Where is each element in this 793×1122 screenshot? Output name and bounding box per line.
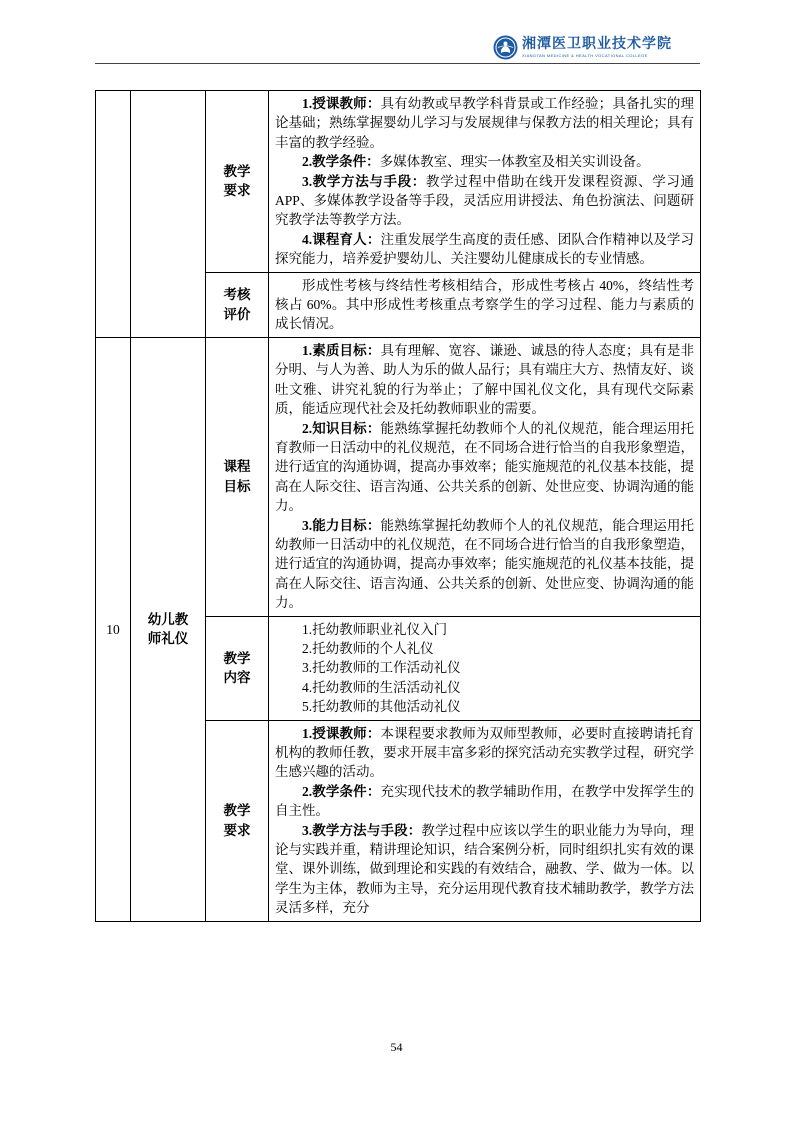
paragraph: 1.素质目标：具有理解、宽容、谦逊、诚恳的待人态度；具有是非分明、与人为善、助人为乐的做人品行；具有端庄大方、热情友好、谈吐文雅、讲究礼貌的行为举止；了解中国礼仪文化，具有现代交际素质，能适应现代社会及托幼教师职业的需要。: [275, 342, 695, 417]
course-name-cell-empty: [131, 91, 206, 338]
row-label-course-objectives: [206, 337, 269, 616]
row-label-text: 教学要求: [223, 163, 251, 199]
content-item: 1.托幼教师职业礼仪入门: [302, 621, 448, 637]
content-item: 5.托幼教师的其他活动礼仪: [302, 699, 461, 715]
row-label-teaching-content: [206, 616, 269, 720]
row-label-teaching-requirements-2: [206, 720, 269, 921]
paragraph: 1.授课教师：本课程要求教师为双师型教师，必要时直接聘请托育机构的教师任教，要求开展丰富多彩的探究活动充实教学过程，研究学生感兴趣的活动。: [275, 725, 695, 780]
paragraph: 3.教学方法与手段：教学过程中借助在线开发课程资源、学习通APP、多媒体教学设备等手段，灵活应用讲授法、角色扮演法、问题研究教学法等教学方法。: [275, 173, 695, 228]
teaching-content-list: [269, 616, 701, 720]
assessment-evaluation-content: [269, 272, 701, 337]
paragraph: 2.教学条件：多媒体教室、理实一体教室及相关实训设备。: [302, 154, 650, 170]
row-label-text: 教学内容: [223, 650, 251, 686]
teaching-requirements-content-2: [269, 720, 701, 921]
content-item: 4.托幼教师的生活活动礼仪: [302, 679, 461, 695]
paragraph: 2.知识目标：能熟练掌握托幼教师个人的礼仪规范，能合理运用托育教师一日活动中的礼仪规范，在不同场合进行恰当的自我形象塑造，进行适宜的沟通协调，提高办事效率；能实施规范的礼仪基本技能，提高在人际交往、语言沟通、公共关系的创新、处世应变、协调沟通的能力。: [275, 420, 695, 514]
college-name-cn: 湘潭医卫职业技术学院: [522, 36, 672, 52]
course-number-cell-empty: [96, 91, 131, 338]
paragraph: 1.授课教师：具有幼教或早教学科背景或工作经验；具备扎实的理论基础；熟练掌握婴幼儿学习与发展规律与保教方法的相关理论；具有丰富的教学经验。: [275, 96, 695, 150]
college-logo-text: [522, 38, 672, 58]
college-emblem-icon: [493, 35, 518, 60]
paragraph: 2.教学条件：充实现代技术的教学辅助作用，在教学中发挥学生的自主性。: [275, 783, 695, 819]
table-row: [96, 337, 701, 616]
row-label-assessment-evaluation: [206, 272, 269, 337]
teaching-requirements-content: [269, 91, 701, 273]
content-item: 3.托幼教师的工作活动礼仪: [302, 660, 461, 676]
row-label-text: 考核评价: [223, 287, 251, 322]
college-logo: [493, 35, 672, 60]
course-name-text: 幼儿教师礼仪: [147, 611, 189, 647]
paragraph: 形成性考核与终结性考核相结合，形成性考核占 40%，终结性考核占 60%。其中形成性考核重点考察学生的学习过程、能力与素质的成长情况。: [275, 277, 694, 332]
syllabus-table: [95, 90, 701, 922]
course-number: 10: [96, 337, 131, 921]
row-label-text: 教学要求: [223, 803, 251, 838]
paragraph: 3.教学方法与手段：教学过程中应该以学生的职业能力为导向，理论与实践并重，精讲理论知识，结合案例分析，同时组织扎实有效的课堂、课外训练，做到理论和实践的有效结合，融教、学、做为一体。以学生为主体，教师为主导，充分运用现代教育技术辅助教学，教学方法灵活多样，充分: [275, 822, 695, 916]
paragraph: 4.课程育人：注重发展学生高度的责任感、团队合作精神以及学习探究能力，培养爱护婴幼儿、关注婴幼儿健康成长的专业情感。: [275, 231, 695, 267]
row-label-teaching-requirements: [206, 91, 269, 273]
college-name-en: XIANGTAN MEDICINE & HEALTH VOCATIONAL COLLEGE: [522, 52, 648, 58]
page-number: 54: [390, 1040, 403, 1054]
paragraph: 3.能力目标：能熟练掌握托幼教师个人的礼仪规范，能合理运用托幼教师一日活动中的礼仪规范，在不同场合进行恰当的自我形象塑造，进行适宜的沟通协调，提高办事效率；能实施规范的礼仪基本技能，提高在人际交往、语言沟通、公共关系的创新、处世应变、协调沟通的能力。: [275, 517, 695, 611]
page-header: [95, 30, 700, 64]
content-item: 2.托幼教师的个人礼仪: [302, 640, 434, 656]
course-objectives-content: [269, 337, 701, 616]
row-label-text: 课程目标: [223, 459, 251, 494]
course-name: [131, 337, 206, 921]
table-row: [96, 91, 701, 273]
